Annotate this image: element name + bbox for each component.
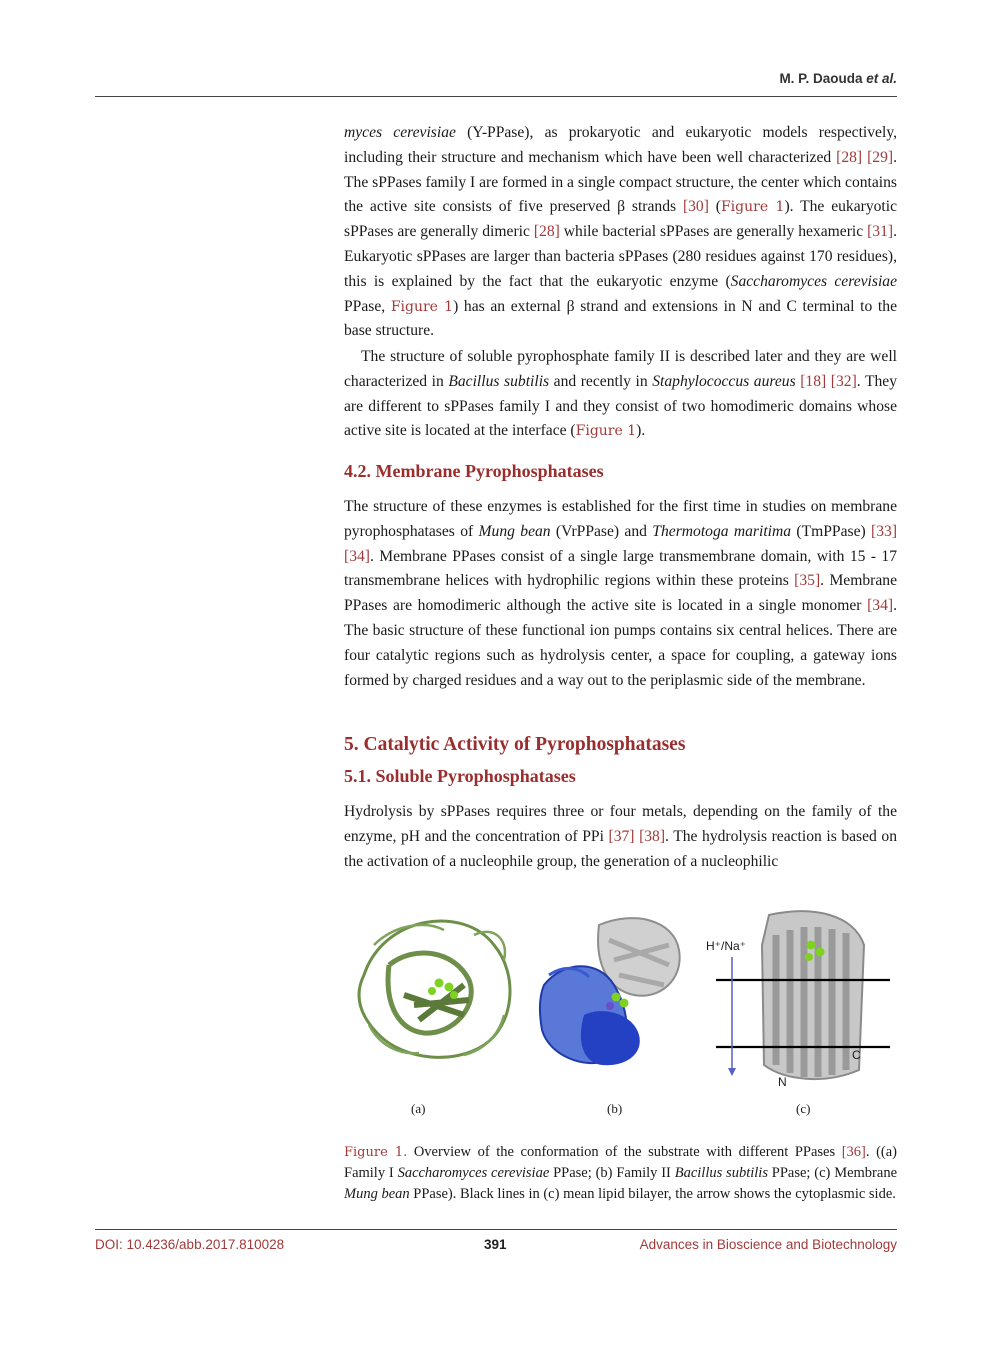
- footer-rule: [95, 1229, 897, 1230]
- ion-label: H⁺/Na⁺: [706, 939, 747, 953]
- protein-structure-c: [716, 911, 890, 1079]
- citation-link[interactable]: [33]: [871, 522, 898, 540]
- paragraph-soluble-hydrolysis: Hydrolysis by sPPases requires three or four metals, depending on the family of the enzyme, pH and the concentration of PPi [37] [38]. The hydrolysis reaction is based on the activation of a nucleophile group, the generation of a nucleophilic: [344, 803, 897, 870]
- figure-1: [344, 905, 897, 1095]
- section-heading-5: 5. Catalytic Activity of Pyrophosphatases: [344, 734, 686, 755]
- paragraph-sppases-structure: myces cerevisiae (Y-PPase), as prokaryotic and eukaryotic models respectively, including their structure and mechanism which have been well characterized [28] [29]. The sPPases family I are formed in a single compact structure, the center which contains the active site consists of five preserved β strands [30] (Figure 1). The eukaryotic sPPases are generally dimeric [28] while bacterial sPPases are generally hexameric [31]. Eukaryotic sPPases are larger than bacteria sPPases (280 residues against 170 residues), this is explained by the fact that the eukaryotic enzyme (Saccharomyces cerevisiae PPase, Figure 1) has an external β strand and extensions in N and C terminal to the base structure.: [344, 124, 898, 340]
- section-heading-4-2: 4.2. Membrane Pyrophosphatases: [344, 461, 604, 481]
- citation-link[interactable]: [34]: [344, 547, 370, 565]
- protein-structure-b: [540, 918, 680, 1065]
- citation-link[interactable]: [29]: [867, 148, 894, 166]
- header-rule: [95, 96, 897, 97]
- citation-link[interactable]: [32]: [830, 372, 857, 390]
- panel-label-a: (a): [411, 1101, 426, 1116]
- n-terminus-label: N: [778, 1075, 787, 1089]
- footer-journal-name[interactable]: Advances in Bioscience and Biotechnology: [639, 1237, 897, 1252]
- figure-caption: Figure 1. Overview of the conformation of the substrate with different PPases [36]. ((a) Family I Saccharomyces cerevisiae PPase; (b) Family II Bacillus subtilis PPase; (c) Membrane Mung bean PPase). Black lines in (c) mean lipid bilayer, the arrow shows the cytoplasmic side.: [344, 1143, 898, 1202]
- citation-link[interactable]: [28]: [836, 148, 863, 166]
- footer-doi-link[interactable]: DOI: 10.4236/abb.2017.810028: [95, 1237, 285, 1252]
- citation-link[interactable]: [28]: [533, 223, 560, 241]
- figure-link[interactable]: Figure 1: [390, 298, 454, 315]
- paragraph-family-ii: The structure of soluble pyrophosphate family II is described later and they are well characterized in Bacillus subtilis and recently in Staphylococcus aureus [18] [32]. They are different to sPPases family I and they consist of two homodimeric domains whose active site is located at the interface (Figure 1).: [344, 348, 898, 440]
- figure-caption-label: Figure 1.: [344, 1144, 408, 1160]
- citation-link[interactable]: [30]: [682, 198, 709, 216]
- citation-link[interactable]: [35]: [794, 572, 821, 590]
- citation-link[interactable]: [38]: [639, 827, 666, 845]
- page-number: 391: [484, 1237, 507, 1252]
- running-header-author: M. P. Daouda et al.: [779, 71, 897, 86]
- c-terminus-label: C: [852, 1048, 861, 1062]
- figure-link[interactable]: Figure 1: [720, 199, 785, 216]
- citation-link[interactable]: [34]: [867, 597, 894, 615]
- protein-structure-a: [359, 921, 510, 1057]
- paragraph-membrane-ppases: The structure of these enzymes is established for the first time in studies on membrane pyrophosphatases of Mung bean (VrPPase) and Thermotoga maritima (TmPPase) [33] [34]. Membrane PPases consist of a single large transmembrane domain, with 15 - 17 transmembrane helices with hydrophilic regions within these proteins [35]. Membrane PPases are homodimeric although the active site is located in a single monomer [34]. The basic structure of these functional ion pumps contains six central helices. There are four catalytic regions such as hydrolysis center, a space for coupling, a gateway ions formed by charged residues and a way out to the periplasmic side of the membrane.: [344, 498, 898, 689]
- panel-label-c: (c): [796, 1101, 811, 1116]
- figure-link[interactable]: Figure 1: [575, 423, 637, 440]
- panel-label-b: (b): [607, 1101, 623, 1116]
- citation-link[interactable]: [37]: [608, 827, 635, 845]
- figure-1-panels: [344, 905, 897, 1095]
- citation-link[interactable]: [36]: [841, 1143, 866, 1160]
- citation-link[interactable]: [18]: [800, 372, 827, 390]
- citation-link[interactable]: [31]: [867, 223, 894, 241]
- section-heading-5-1: 5.1. Soluble Pyrophosphatases: [344, 766, 576, 786]
